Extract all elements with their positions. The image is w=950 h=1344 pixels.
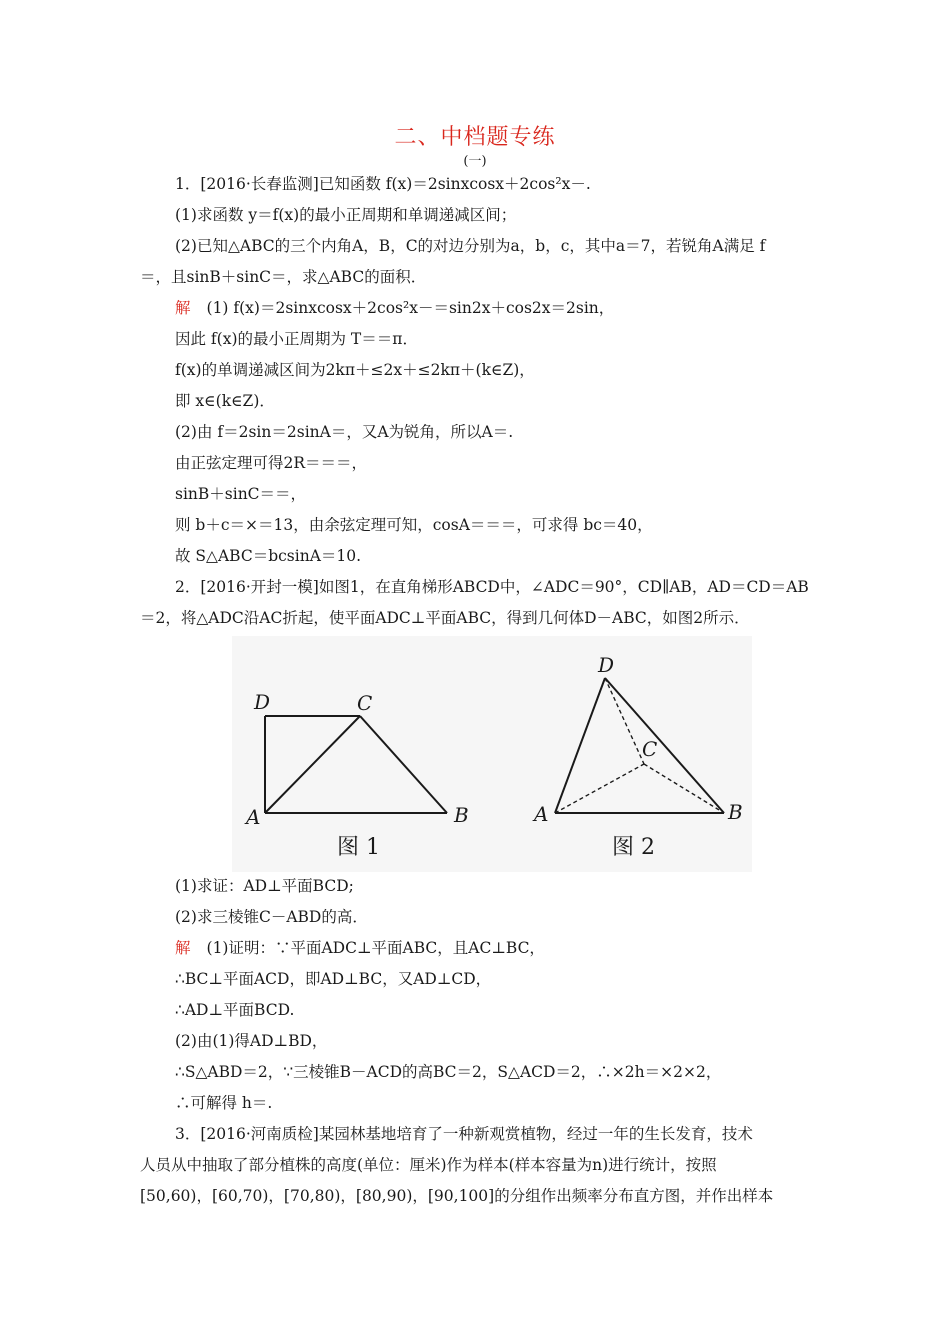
- problem-2-part-1: (1)求证：AD⊥平面BCD;: [175, 877, 354, 895]
- edge-DC-hidden: [605, 678, 644, 764]
- solution-2-line-5: ∴S△ABD＝2，∵三棱锥B－ACD的高BC＝2，S△ACD＝2，∴×2h＝×2×2，: [175, 1063, 722, 1081]
- solution-2-line-1: [175, 938, 545, 958]
- problem-3-statement: 3．[2016·河南质检]某园林基地培育了一种新观赏植物，经过一年的生长发育，技术: [175, 1125, 753, 1143]
- problem-2-part-2: (2)求三棱锥C－ABD的高．: [175, 908, 368, 926]
- edge-DB: [605, 678, 724, 813]
- fig1-point-D: D: [254, 690, 271, 714]
- solution-2-line-2: ∴BC⊥平面ACD，即AD⊥BC，又AD⊥CD，: [175, 970, 492, 988]
- edge-AC: [265, 716, 360, 813]
- edge-AC-hidden: [555, 764, 644, 813]
- problem-3-statement-cont-2: [50,60)，[60,70)，[70,80)，[80,90)，[90,100]的分组作出频率分布直方图，并作出样本: [140, 1187, 774, 1205]
- solution-2-line-3: ∴AD⊥平面BCD.: [175, 1001, 295, 1019]
- fig2-point-A: A: [534, 802, 549, 826]
- fig1-point-B: B: [454, 803, 469, 827]
- fig1-point-A: A: [246, 805, 261, 829]
- problem-1-part-2: (2)已知△ABC的三个内角A，B，C的对边分别为a，b，c，其中a＝7，若锐角A满足 f: [175, 237, 766, 255]
- solution-1-line-1: [175, 298, 614, 318]
- solution-1-line-2: 因此 f(x)的最小正周期为 T＝＝π．: [175, 330, 418, 348]
- solution-text: (1) f(x)＝2sinxcosx＋2cos²x－＝sin2x＋cos2x＝2sin，: [206, 299, 615, 317]
- solution-marker: 解: [175, 939, 191, 957]
- problem-1-statement: 1．[2016·长春监测]已知函数 f(x)＝2sinxcosx＋2cos²x－.: [175, 175, 591, 193]
- solution-1-line-6: 由正弦定理可得2R＝＝＝，: [175, 454, 368, 472]
- fig1-caption: 图 1: [337, 835, 380, 860]
- fig1-point-C: C: [357, 691, 373, 715]
- section-title: 二、中档题专练: [394, 125, 556, 150]
- solution-1-line-5: (2)由 f＝2sin＝2sinA＝，又A为锐角，所以A＝.: [175, 423, 514, 441]
- solution-marker: 解: [175, 299, 191, 317]
- solution-1-line-8: 则 b＋c＝×＝13，由余弦定理可知，cosA＝＝＝，可求得 bc＝40，: [175, 516, 653, 534]
- problem-3-statement-cont-1: 人员从中抽取了部分植株的高度(单位：厘米)作为样本(样本容量为n)进行统计，按照: [140, 1156, 717, 1174]
- problem-1-part-1: (1)求函数 y＝f(x)的最小正周期和单调递减区间；: [175, 206, 517, 224]
- problem-2-statement-cont: ＝2，将△ADC沿AC折起，使平面ADC⊥平面ABC，得到几何体D－ABC，如图2所示．: [140, 609, 750, 627]
- fig2-caption: 图 2: [612, 835, 655, 860]
- section-subtitle: (一): [463, 154, 487, 169]
- solution-1-line-3: f(x)的单调递减区间为2kπ＋≤2x＋≤2kπ＋(k∈Z)，: [175, 361, 535, 379]
- edge-CB: [360, 716, 447, 813]
- figure-2: [555, 678, 724, 813]
- solution-2-line-4: (2)由(1)得AD⊥BD，: [175, 1032, 328, 1050]
- figure-1: [265, 716, 447, 813]
- edge-DA: [555, 678, 605, 813]
- fig2-point-D: D: [598, 653, 615, 677]
- fig2-point-C: C: [642, 737, 658, 761]
- figure-svg: [232, 636, 752, 872]
- solution-1-line-4: 即 x∈(k∈Z)．: [175, 392, 275, 410]
- geometry-figure: [232, 636, 752, 872]
- edge-CB-hidden: [644, 764, 724, 813]
- solution-text: (1)证明：∵平面ADC⊥平面ABC，且AC⊥BC，: [206, 939, 545, 957]
- solution-1-line-9: 故 S△ABC＝bcsinA＝10.: [175, 547, 362, 565]
- fig2-point-B: B: [728, 800, 743, 824]
- solution-2-line-6: ∴可解得 h＝.: [175, 1094, 273, 1112]
- solution-1-line-7: sinB＋sinC＝＝，: [175, 485, 307, 503]
- problem-2-statement: 2．[2016·开封一模]如图1，在直角梯形ABCD中，∠ADC＝90°，CD∥AB，AD＝CD＝AB: [175, 578, 809, 596]
- problem-1-part-2-cont: ＝，且sinB＋sinC＝，求△ABC的面积．: [140, 268, 427, 286]
